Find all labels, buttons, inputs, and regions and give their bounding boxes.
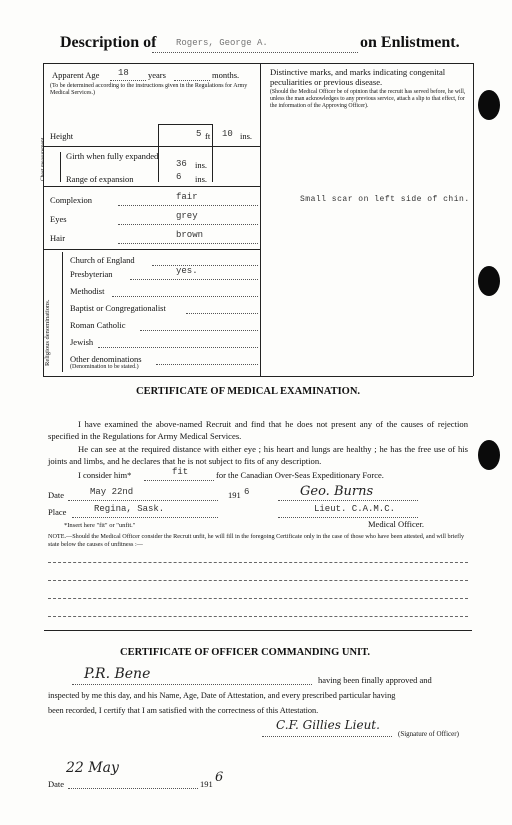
medical-year-prefix: 191	[228, 490, 241, 500]
medical-officer-signature: Geo. Burns	[300, 484, 374, 499]
place-value: Regina, Sask.	[94, 504, 165, 514]
hair-divider	[44, 249, 260, 250]
religion-item-label: Methodist	[70, 286, 105, 296]
age-years-line	[110, 80, 146, 81]
marks-value: Small scar on left side of chin.	[300, 195, 470, 204]
place-label: Place	[48, 507, 67, 517]
religion-bracket	[62, 252, 63, 372]
fit-line	[144, 480, 214, 481]
eyes-label: Eyes	[50, 214, 67, 224]
form-bottom-border	[43, 376, 473, 377]
commanding-date-hand: 22 May	[66, 760, 119, 776]
age-months-line	[174, 80, 210, 81]
complexion-label: Complexion	[50, 195, 93, 205]
religion-item-line	[152, 265, 258, 266]
hair-line	[118, 243, 258, 244]
eyes-value: grey	[176, 211, 198, 221]
religion-item-line	[186, 313, 258, 314]
height-ins-label: ins.	[240, 131, 253, 141]
religion-item-label: Jewish	[70, 337, 94, 347]
title-suffix: on Enlistment.	[360, 34, 460, 51]
title-prefix: Description of	[60, 34, 157, 51]
religion-item-line	[112, 296, 258, 297]
medical-date-line	[68, 500, 218, 501]
girth-unit: ins.	[195, 160, 208, 170]
religion-item-label: Roman Catholic	[70, 320, 126, 330]
religion-other-note: (Denomination to be stated.)	[70, 364, 139, 370]
section-divider	[44, 630, 472, 631]
religion-item-label: Baptist or Congregationalist	[70, 303, 166, 313]
unfit-line	[48, 598, 468, 599]
chest-divider	[44, 186, 260, 187]
height-label: Height	[50, 131, 74, 141]
marks-note: (Should the Medical Officer be of opinion that the recruit has served before, he will, unless the man acknowledges to any previous service, attach a slip to that effect, for the information of the Approving Officer).	[270, 89, 466, 109]
title-name-line	[152, 52, 358, 53]
commanding-signature-line	[262, 736, 392, 737]
hair-value: brown	[176, 230, 204, 240]
commanding-signature-label: (Signature of Officer)	[398, 730, 459, 738]
unfit-line	[48, 616, 468, 617]
approved-recruit-name: P.R. Bene	[84, 666, 151, 682]
girth-label: Girth when fully expanded	[66, 151, 159, 161]
fit-value: fit	[172, 467, 189, 477]
months-label: months.	[212, 70, 240, 80]
approved-name-line	[72, 684, 312, 685]
recruit-name: Rogers, George A.	[176, 38, 268, 48]
insert-note: *Insert here "fit" or "unfit."	[64, 522, 136, 529]
binder-hole	[478, 440, 500, 470]
hair-label: Hair	[50, 233, 66, 243]
measure-box-top	[158, 124, 212, 125]
officer-typed: Lieut. C.A.M.C.	[314, 504, 396, 514]
commanding-officer-signature: C.F. Gillies Lieut.	[276, 718, 380, 732]
medical-date-value: May 22nd	[90, 487, 134, 497]
unfit-line	[48, 562, 468, 563]
complexion-line	[118, 205, 258, 206]
commanding-heading: CERTIFICATE OF OFFICER COMMANDING UNIT.	[120, 647, 370, 658]
unfit-line	[48, 580, 468, 581]
commanding-line-2: inspected by me this day, and his Name, Age, Date of Attestation, and every prescribed particular having	[48, 691, 396, 700]
consider-label: I consider him*	[78, 470, 132, 480]
officer-rank-line	[278, 517, 418, 518]
eyes-line	[118, 224, 258, 225]
medical-heading: CERTIFICATE OF MEDICAL EXAMINATION.	[136, 386, 361, 397]
commanding-year-prefix: 191	[200, 779, 213, 789]
officer-signature-line	[278, 500, 418, 501]
commanding-date-label: Date	[48, 779, 65, 789]
height-ins-value: 10	[222, 129, 233, 139]
girth-value: 36	[176, 159, 187, 169]
religion-item-line	[156, 364, 258, 365]
apparent-age-label: Apparent Age	[52, 70, 100, 80]
form-top-border	[43, 63, 473, 64]
commanding-line-1: having been finally approved and	[318, 675, 432, 685]
medical-para-1: I have examined the above-named Recruit and find that he does not present any of the causes of rejection specified in the Regulations for Army Medical Services.	[48, 419, 468, 441]
binder-hole	[478, 266, 500, 296]
years-label: years	[148, 70, 166, 80]
medical-para-2: He can see at the required distance with either eye ; his heart and lungs are healthy ; he has the free use of his joints and limbs, and he declares that he is not subject to fits of any description.	[48, 444, 468, 466]
range-value: 6	[176, 172, 182, 182]
religion-item-label: Church of England	[70, 255, 135, 265]
ft-label: ft	[205, 131, 211, 141]
unfit-note: NOTE.—Should the Medical Officer consider the Recruit unfit, he will fill in the foregoing Certificate only in the case of those who have been attested, and will briefly state below the causes of unfitness :—	[48, 533, 465, 548]
religion-item-value: yes.	[176, 266, 198, 276]
religion-item-line	[140, 330, 258, 331]
religion-item-line	[98, 347, 258, 348]
complexion-value: fair	[176, 192, 198, 202]
binder-hole	[478, 90, 500, 120]
religion-item-label: Other denominations	[70, 354, 142, 364]
range-label: Range of expansion	[66, 174, 134, 184]
height-ft-value: 5	[196, 129, 202, 139]
for-force-label: for the Canadian Over-Seas Expeditionary Force.	[216, 470, 384, 480]
form-right-border	[473, 63, 474, 376]
form-middle-divider	[260, 63, 261, 376]
marks-heading: Distinctive marks, and marks indicating congenital peculiarities or previous disease.	[270, 67, 446, 87]
chest-bracket	[60, 152, 61, 182]
chest-label: Chest measurement	[40, 137, 46, 181]
commanding-year-hand: 6	[215, 770, 224, 785]
commanding-line-3: been recorded, I certify that I am satisfied with the correctness of this Attestation.	[48, 706, 319, 715]
medical-date-label: Date	[48, 490, 65, 500]
religion-item-label: Presbyterian	[70, 269, 113, 279]
medical-officer-label: Medical Officer.	[368, 519, 425, 529]
measure-box-right	[212, 124, 213, 182]
place-line	[72, 517, 218, 518]
age-note: (To be determined according to the instructions given in the Regulations for Army Medical Services.)	[50, 83, 248, 96]
medical-year-digit: 6	[244, 487, 250, 497]
age-years-value: 18	[118, 68, 129, 78]
religion-side-label: Religious denominations.	[44, 299, 51, 366]
commanding-date-line	[68, 788, 198, 789]
range-unit: ins.	[195, 174, 208, 184]
height-divider	[44, 146, 260, 147]
religion-item-line	[130, 279, 258, 280]
